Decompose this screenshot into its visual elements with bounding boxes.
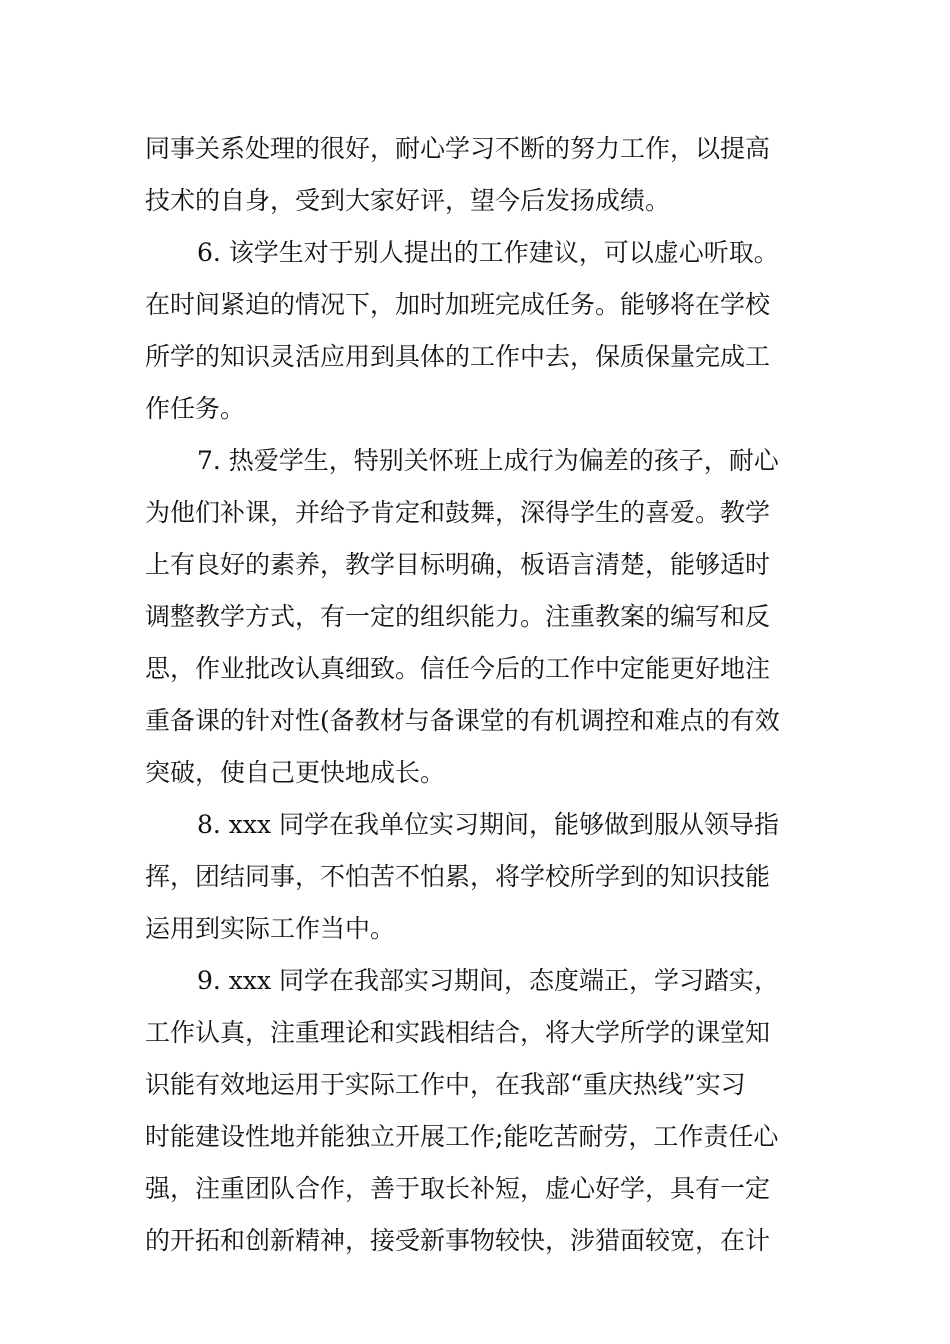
- text-line: 识能有效地运用于实际工作中，在我部“重庆热线”实习: [145, 1070, 746, 1099]
- text-line: 挥，团结同事，不怕苦不怕累，将学校所学到的知识技能: [145, 862, 771, 891]
- document-body: [145, 123, 810, 1267]
- text-line: 工作认真，注重理论和实践相结合，将大学所学的课堂知: [145, 1018, 771, 1047]
- text-line: 思，作业批改认真细致。信任今后的工作中定能更好地注: [145, 654, 771, 683]
- paragraph-first-line: 7. 热爱学生，特别关怀班上成行为偏差的孩子，耐心: [197, 446, 779, 475]
- text-line: 技术的自身，受到大家好评，望今后发扬成绩。: [145, 186, 671, 215]
- text-line: 在时间紧迫的情况下，加时加班完成任务。能够将在学校: [145, 290, 771, 319]
- paragraph-first-line: 9. xxx 同学在我部实习期间，态度端正，学习踏实，: [197, 966, 780, 995]
- text-line: 调整教学方式，有一定的组织能力。注重教案的编写和反: [145, 602, 771, 631]
- paragraph-first-line: 6. 该学生对于别人提出的工作建议，可以虚心听取。: [197, 238, 779, 267]
- text-line: 重备课的针对性(备教材与备课堂的有机调控和难点的有效: [145, 706, 780, 735]
- text-line: 强，注重团队合作，善于取长补短，虚心好学，具有一定: [145, 1174, 771, 1203]
- text-line: 突破，使自己更快地成长。: [145, 758, 446, 787]
- text-line: 时能建设性地并能独立开展工作;能吃苦耐劳，工作责任心: [145, 1122, 779, 1151]
- text-line: 所学的知识灵活应用到具体的工作中去，保质保量完成工: [145, 342, 771, 371]
- text-line: 为他们补课，并给予肯定和鼓舞，深得学生的喜爱。教学: [145, 498, 771, 527]
- text-line: 同事关系处理的很好，耐心学习不断的努力工作，以提高: [145, 134, 771, 163]
- paragraph-first-line: 8. xxx 同学在我单位实习期间，能够做到服从领导指: [197, 810, 780, 839]
- text-line: 作任务。: [145, 394, 246, 423]
- text-line: 运用到实际工作当中。: [145, 914, 396, 943]
- text-line: 的开拓和创新精神，接受新事物较快，涉猎面较宽，在计: [145, 1226, 771, 1255]
- text-line: 上有良好的素养，教学目标明确，板语言清楚，能够适时: [145, 550, 771, 579]
